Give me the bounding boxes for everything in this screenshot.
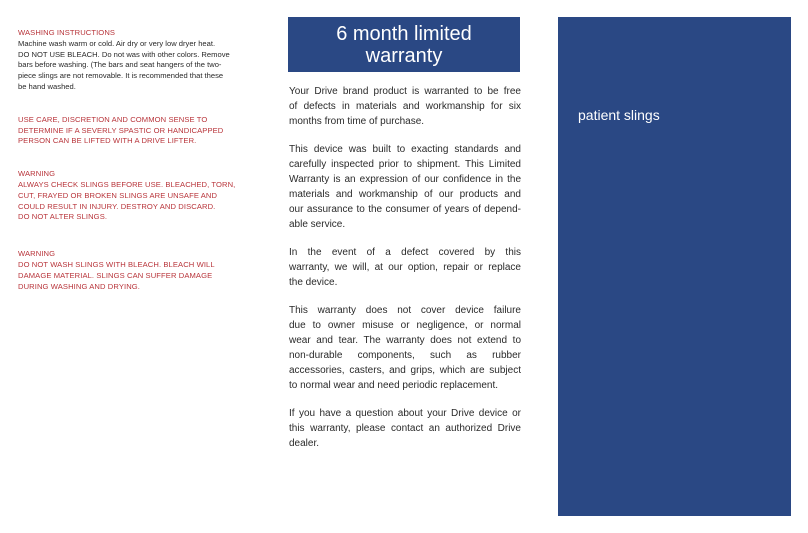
warranty-paragraph — [289, 303, 521, 393]
washing-line: be hand washed. — [18, 81, 76, 91]
paragraph-line: accessories, casters, and grips, which are subject — [289, 365, 521, 376]
warranty-title-line2: warranty — [365, 44, 443, 67]
care-line: DETERMINE IF A SEVERLY SPASTIC OR HANDICAPPED — [18, 125, 224, 135]
warning-bleach — [18, 249, 258, 292]
warning-inspection — [18, 169, 258, 223]
warning-heading: WARNING — [18, 249, 56, 259]
warranty-paragraph — [289, 245, 521, 290]
warning-line: DURING WASHING AND DRYING. — [18, 281, 141, 291]
warning-heading: WARNING — [18, 169, 56, 179]
warranty-header — [288, 17, 520, 72]
warning-line: DO NOT WASH SLINGS WITH BLEACH. BLEACH WILL — [18, 259, 215, 269]
warranty-paragraph — [289, 84, 521, 129]
warning-line: DO NOT ALTER SLINGS. — [18, 212, 108, 222]
cover-panel — [558, 17, 791, 516]
warranty-paragraph — [289, 406, 521, 451]
warning-line: COULD RESULT IN INJURY. DESTROY AND DISCARD. — [18, 201, 216, 211]
paragraph-line: This device was built to exacting standards and — [289, 144, 521, 155]
warranty-body — [289, 84, 521, 464]
paragraph-line: months from time of purchase. — [289, 116, 425, 127]
warranty-title-line1: 6 month limited — [336, 22, 472, 45]
care-line: USE CARE, DISCRETION AND COMMON SENSE TO — [18, 114, 208, 124]
paragraph-line: In the event of a defect covered by this — [289, 247, 521, 258]
paragraph-line: Your Drive brand product is warranted to be free — [289, 86, 521, 97]
care-line: PERSON CAN BE LIFTED WITH A DRIVE LIFTER. — [18, 136, 197, 146]
paragraph-line: carefully inspected prior to shipment. This Limited — [289, 159, 521, 170]
paragraph-line: Warranty is an expression of our confidence in the — [289, 174, 521, 185]
washing-line: DO NOT USE BLEACH. Do not was with other colors. Remove — [18, 49, 230, 59]
paragraph-line: of defects in materials and workmanship for six — [289, 101, 521, 112]
paragraph-line: warranty, we will, at our option, repair or replace — [289, 262, 521, 273]
paragraph-line: dealer. — [289, 438, 320, 449]
paragraph-line: to normal wear and need periodic replacement. — [289, 380, 499, 391]
paragraph-line: This warranty does not cover device failure — [289, 305, 521, 316]
washing-instructions-section — [18, 28, 258, 93]
panel-title: patient slings — [578, 107, 660, 123]
paragraph-line: non-durable components, such as rubber — [289, 350, 521, 361]
warning-line: CUT, FRAYED OR BROKEN SLINGS ARE UNSAFE AND — [18, 190, 218, 200]
washing-line: piece slings are not removable. It is recommended that these — [18, 71, 224, 81]
washing-line: Machine wash warm or cold. Air dry or very low dryer heat. — [18, 38, 216, 48]
paragraph-line: wear and tear. The warranty does not extend to — [289, 335, 521, 346]
care-notice — [18, 115, 258, 147]
washing-instructions-heading: WASHING INSTRUCTIONS — [18, 28, 116, 37]
warranty-paragraph — [289, 142, 521, 232]
washing-instructions-text — [18, 39, 258, 93]
paragraph-line: materials and workmanship of our products and — [289, 189, 521, 200]
left-column — [18, 28, 258, 314]
paragraph-line: the device. — [289, 277, 338, 288]
warning-line: DAMAGE MATERIAL. SLINGS CAN SUFFER DAMAGE — [18, 270, 213, 280]
warning-line: ALWAYS CHECK SLINGS BEFORE USE. BLEACHED, TORN, — [18, 179, 236, 189]
paragraph-line: If you have a question about your Drive device or — [289, 408, 521, 419]
washing-line: bars before washing. (The bars and seat hangers of the two- — [18, 60, 222, 70]
paragraph-line: due to owner misuse or negligence, or normal — [289, 320, 521, 331]
paragraph-line: able service. — [289, 219, 346, 230]
paragraph-line: our assurance to the consumer of years of depend- — [289, 204, 521, 215]
paragraph-line: this warranty, please contact an authorized Drive — [289, 423, 521, 434]
